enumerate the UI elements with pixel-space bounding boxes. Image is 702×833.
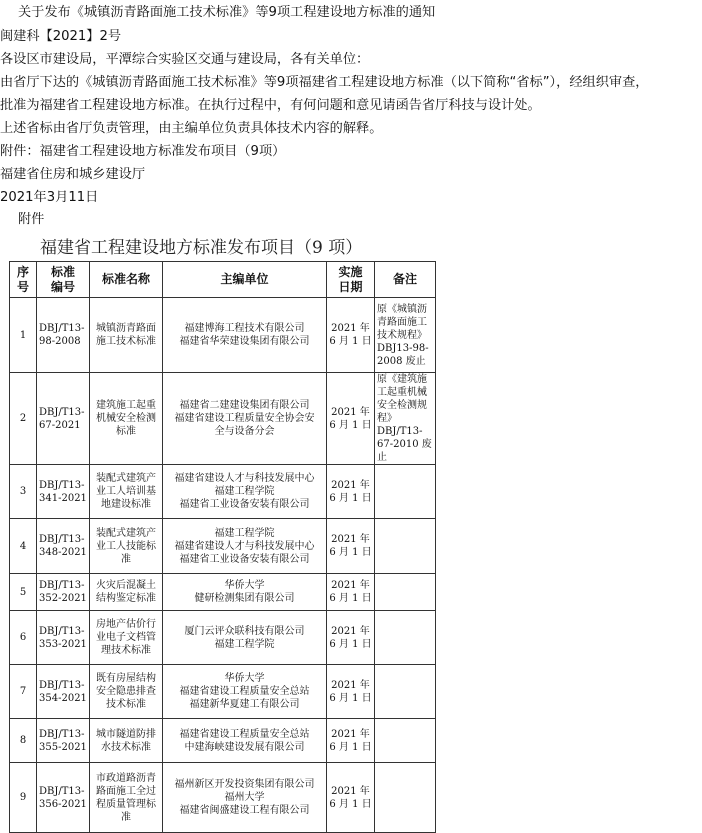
cell-remarks	[375, 763, 436, 833]
editor-unit: 福建省闽盛建设工程有限公司	[179, 805, 310, 816]
editor-unit: 福建博海工程技术有限公司	[184, 323, 305, 334]
editor-unit: 华侨大学	[224, 673, 265, 684]
cell-standard-name: 建筑施工起重机械安全检测标准	[90, 373, 163, 465]
table-row	[10, 465, 436, 519]
editor-unit: 福建省建设人才与科技发展中心	[174, 540, 315, 552]
editor-unit: 福建工程学院	[214, 638, 275, 650]
cell-standard-name: 既有房屋结构安全隐患排查技术标准	[90, 665, 163, 719]
editor-unit: 福建省建设工程质量安全总站	[179, 686, 310, 697]
header-name: 标准名称	[90, 262, 163, 298]
body-paragraph-line-2: 批准为福建省工程建设地方标准。在执行过程中，有何问题和意见请函告省厅科技与设计处。	[0, 98, 541, 113]
cell-seq: 5	[10, 574, 37, 611]
header-note: 备注	[375, 262, 436, 298]
editor-unit: 福建省二建建设集团有限公司	[179, 400, 310, 411]
table-row	[10, 298, 436, 373]
cell-standard-name: 城镇沥青路面施工技术标准	[90, 298, 163, 373]
editor-unit: 中建海峡建设发展有限公司	[184, 741, 305, 753]
table-row	[10, 373, 436, 465]
cell-standard-name: 装配式建筑产业工人技能标准	[90, 519, 163, 574]
standards-table	[9, 261, 436, 833]
cell-implementation-date: 2021 年 6 月 1 日	[327, 719, 375, 763]
attachment-label: 附件	[18, 212, 45, 227]
cell-remarks	[375, 719, 436, 763]
cell-remarks	[375, 611, 436, 665]
cell-standard-code: DBJ/T13-352-2021	[37, 574, 90, 611]
cell-editor-units	[163, 519, 327, 574]
table-row	[10, 611, 436, 665]
header-code: 标准 编号	[37, 262, 90, 298]
table-title: 福建省工程建设地方标准发布项目（9 项）	[40, 238, 363, 258]
editor-unit: 福建省建设工程质量安全总站	[179, 728, 310, 740]
cell-implementation-date: 2021 年 6 月 1 日	[327, 574, 375, 611]
cell-editor-units	[163, 373, 327, 465]
recipients-line: 各设区市建设局，平潭综合实验区交通与建设局，各有关单位：	[0, 52, 370, 67]
cell-implementation-date: 2021 年 6 月 1 日	[327, 519, 375, 574]
cell-implementation-date: 2021 年 6 月 1 日	[327, 298, 375, 373]
cell-implementation-date: 2021 年 6 月 1 日	[327, 465, 375, 519]
cell-remarks: 原《城镇沥青路面施工技术规程》DBJ13-98-2008 废止	[375, 298, 436, 373]
cell-standard-code: DBJ/T13-348-2021	[37, 519, 90, 574]
document-number: 闽建科【2021】2号	[0, 29, 122, 44]
table-row	[10, 665, 436, 719]
cell-editor-units	[163, 763, 327, 833]
cell-standard-name: 城市隧道防排水技术标准	[90, 719, 163, 763]
cell-remarks	[375, 665, 436, 719]
cell-seq: 6	[10, 611, 37, 665]
cell-standard-code: DBJ/T13-98-2008	[37, 298, 90, 373]
cell-seq: 1	[10, 298, 37, 373]
issuer: 福建省住房和城乡建设厅	[0, 167, 146, 182]
body-paragraph-line-3: 上述省标由省厅负责管理，由主编单位负责具体技术内容的解释。	[0, 121, 383, 136]
cell-editor-units	[163, 665, 327, 719]
cell-remarks	[375, 465, 436, 519]
cell-seq: 4	[10, 519, 37, 574]
cell-standard-code: DBJ/T13-353-2021	[37, 611, 90, 665]
body-paragraph-line-1: 由省厅下达的《城镇沥青路面施工技术标准》等9项福建省工程建设地方标准（以下简称“省标”），经组织审查，	[0, 75, 649, 90]
cell-standard-name: 房地产估价行业电子文档管理技术标准	[90, 611, 163, 665]
cell-implementation-date: 2021 年 6 月 1 日	[327, 373, 375, 465]
cell-remarks	[375, 519, 436, 574]
cell-seq: 2	[10, 373, 37, 465]
cell-editor-units	[163, 298, 327, 373]
editor-unit: 全与设备分会	[214, 426, 275, 437]
editor-unit: 福建新华夏建工有限公司	[189, 699, 300, 710]
header-seq: 序 号	[10, 262, 37, 298]
cell-standard-name: 市政道路沥青路面施工全过程质量管理标准	[90, 763, 163, 833]
cell-standard-code: DBJ/T13-67-2021	[37, 373, 90, 465]
editor-unit: 福建省建设工程质量安全协会安	[174, 413, 315, 424]
cell-implementation-date: 2021 年 6 月 1 日	[327, 763, 375, 833]
cell-standard-name: 火灾后混凝土结构鉴定标准	[90, 574, 163, 611]
editor-unit: 厦门云评众联科技有限公司	[184, 625, 305, 637]
cell-implementation-date: 2021 年 6 月 1 日	[327, 611, 375, 665]
table-row	[10, 574, 436, 611]
header-editor: 主编单位	[163, 262, 327, 298]
cell-standard-code: DBJ/T13-354-2021	[37, 665, 90, 719]
notice-title: 关于发布《城镇沥青路面施工技术标准》等9项工程建设地方标准的通知	[18, 5, 436, 20]
cell-seq: 7	[10, 665, 37, 719]
table-row	[10, 763, 436, 833]
editor-unit: 福建省建设人才与科技发展中心	[174, 473, 315, 484]
cell-seq: 3	[10, 465, 37, 519]
header-date: 实施 日期	[327, 262, 375, 298]
cell-standard-name: 装配式建筑产业工人培训基地建设标准	[90, 465, 163, 519]
table-row	[10, 719, 436, 763]
cell-remarks: 原《建筑施工起重机械安全检测规程》DBJ/T13-67-2010 废止	[375, 373, 436, 465]
cell-editor-units	[163, 574, 327, 611]
editor-unit: 华侨大学	[224, 580, 265, 591]
editor-unit: 健研检测集团有限公司	[194, 593, 295, 604]
editor-unit: 福建工程学院	[214, 527, 275, 539]
editor-unit: 福建省华荣建设集团有限公司	[179, 336, 310, 347]
cell-implementation-date: 2021 年 6 月 1 日	[327, 665, 375, 719]
editor-unit: 福州大学	[224, 792, 265, 803]
cell-editor-units	[163, 465, 327, 519]
issue-date: 2021年3月11日	[0, 190, 99, 205]
cell-editor-units	[163, 611, 327, 665]
cell-remarks	[375, 574, 436, 611]
cell-seq: 8	[10, 719, 37, 763]
cell-seq: 9	[10, 763, 37, 833]
editor-unit: 福建省工业设备安装有限公司	[179, 553, 310, 565]
editor-unit: 福建省工业设备安装有限公司	[179, 499, 310, 510]
attachment-reference: 附件：福建省工程建设地方标准发布项目（9项）	[0, 144, 286, 159]
table-row	[10, 519, 436, 574]
table-header-row	[10, 262, 436, 298]
cell-editor-units	[163, 719, 327, 763]
editor-unit: 福建工程学院	[214, 486, 275, 497]
cell-standard-code: DBJ/T13-355-2021	[37, 719, 90, 763]
cell-standard-code: DBJ/T13-356-2021	[37, 763, 90, 833]
cell-standard-code: DBJ/T13-341-2021	[37, 465, 90, 519]
editor-unit: 福州新区开发投资集团有限公司	[174, 779, 315, 790]
table-body	[10, 298, 436, 833]
